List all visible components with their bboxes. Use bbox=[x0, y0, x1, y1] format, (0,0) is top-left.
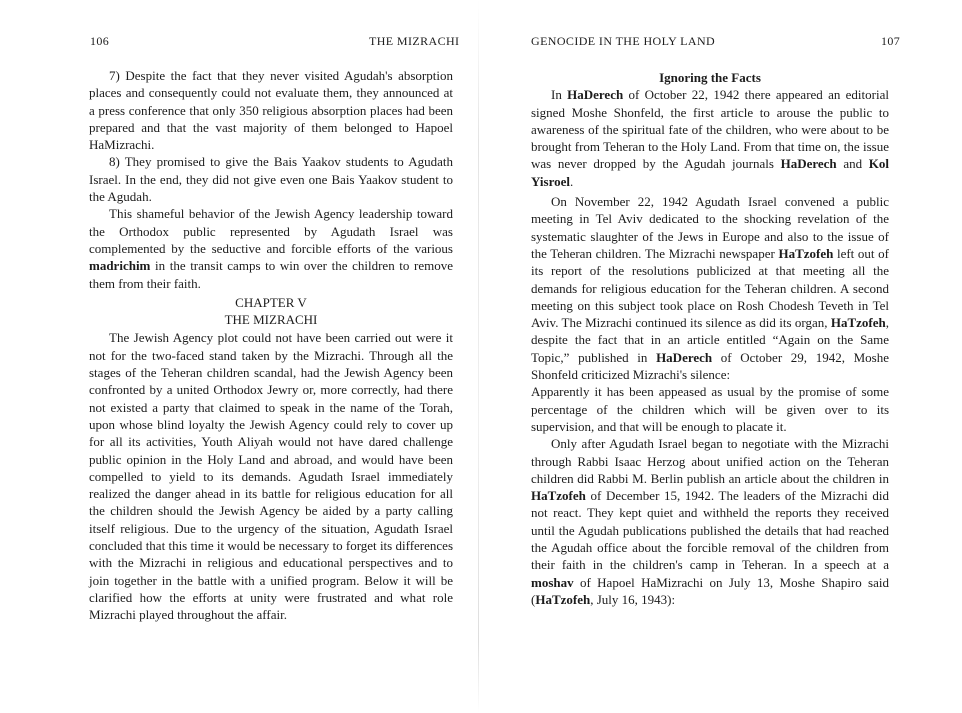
right-page-body bbox=[531, 69, 889, 608]
running-head-right: GENOCIDE IN THE HOLY LAND bbox=[531, 34, 716, 48]
section-heading: Ignoring the Facts bbox=[659, 70, 761, 85]
paragraph-negotiations: Only after Agudath Israel began to negotiate with the Mizrachi through Rabbi Isaac Herzog about unified action on the Teheran children did Rabbi M. Berlin publish an article about the children in HaTzofeh of December 15, 1942. The leaders of the Mizrachi did not react. They kept quiet and withheld the reports they received until the Agudah publications published the details that had reached the Agudah office about the forcible removal of the children from their faith in the children's camp in Teheran. In a speech at a moshav of Hapoel HaMizrachi on July 13, Moshe Shapiro said (HaTzofeh, July 16, 1943): bbox=[531, 436, 889, 607]
chapter-paragraph: The Jewish Agency plot could not have been carried out were it not for the two-faced stand taken by the Mizrachi. Through all the stages of the Teheran children scandal, had the Jewish Agency been confronted by a united Orthodox Jewry or, more correctly, had there not existed a party that claimed to speak in the name of the Torah, upon whose blind loyalty the Jewish Agency could rely to cover up for all its activities, Youth Aliyah would not have dared challenge public opinion in the Holy Land and abroad, and would have been compelled to yield to its demands. Agudath Israel immediately realized the danger ahead in its battle for religious education for all the children should the Jewish Agency be aided by a party calling itself religious. Due to the urgency of the situation, Agudath Israel concluded that this time it would be necessary to forget its differences with the Mizrachi in religious and educational perspectives and to join together in the battle with a unified program. Below it will be clarified how the efforts at unity were frustrated and what role Mizrachi played throughout the affair. bbox=[89, 330, 453, 623]
chapter-label: CHAPTER V bbox=[235, 294, 307, 310]
term-madrichim: madrichim bbox=[89, 258, 151, 274]
page-number-right: 107 bbox=[881, 34, 901, 48]
paragraph-item-8: 8) They promised to give the Bais Yaakov students to Agudath Israel. In the end, they did not give even one Bais Yaakov student to the Agudah. bbox=[89, 154, 453, 205]
running-head-left: THE MIZRACHI bbox=[369, 34, 460, 48]
paragraph-public-meeting: On November 22, 1942 Agudath Israel convened a public meeting in Tel Aviv dedicated to the shocking revelation of the systematic slaughter of the Jews in Europe and also to the issue of the Teheran children. The Mizrachi newspaper HaTzofeh left out of its report of the resolutions publicized at that meeting all the demands for religious education for the Teheran children. A second meeting on this subject took place on Rosh Chodesh Teveth in Tel Aviv. The Mizrachi continued its silence as did its organ, HaTzofeh, despite the fact that in an article entitled “Again on the Same Topic,” published in HaDerech of October 29, 1942, Moshe Shonfeld criticized Mizrachi's silence: bbox=[531, 194, 890, 383]
page-number-left: 106 bbox=[90, 34, 110, 48]
chapter-title: THE MIZRACHI bbox=[224, 312, 318, 328]
left-page-body bbox=[89, 67, 453, 624]
paragraph-haderech-editorial: In HaDerech of October 22, 1942 there appeared an editorial signed Moshe Shonfeld, the first article to arouse the public to awareness of the spiritual fate of the children, who were about to be brought from Teheran to the Holy Land. From that time on, the issue was never dropped by the Agudah journals HaDerech and Kol Yisroel. bbox=[531, 87, 889, 189]
block-quote: Apparently it has been appeased as usual by the promise of some percentage of the children which will be given over to its supervision, and that will be enough to placate it. bbox=[531, 384, 889, 434]
paragraph-item-7: 7) Despite the fact that they never visited Agudah's absorption places and consequently could not evaluate them, they announced at a press conference that only 350 religious absorption places had been prepared and that the vast majority of them belonged to Hapoel HaMizrachi. bbox=[89, 68, 453, 153]
paragraph-shameful-behavior: This shameful behavior of the Jewish Agency leadership toward the Orthodox public represented by Agudath Israel was complemented by the seductive and forcible efforts of the various madrichim in the transit camps to win over the children to remove them from their faith. bbox=[89, 206, 453, 291]
